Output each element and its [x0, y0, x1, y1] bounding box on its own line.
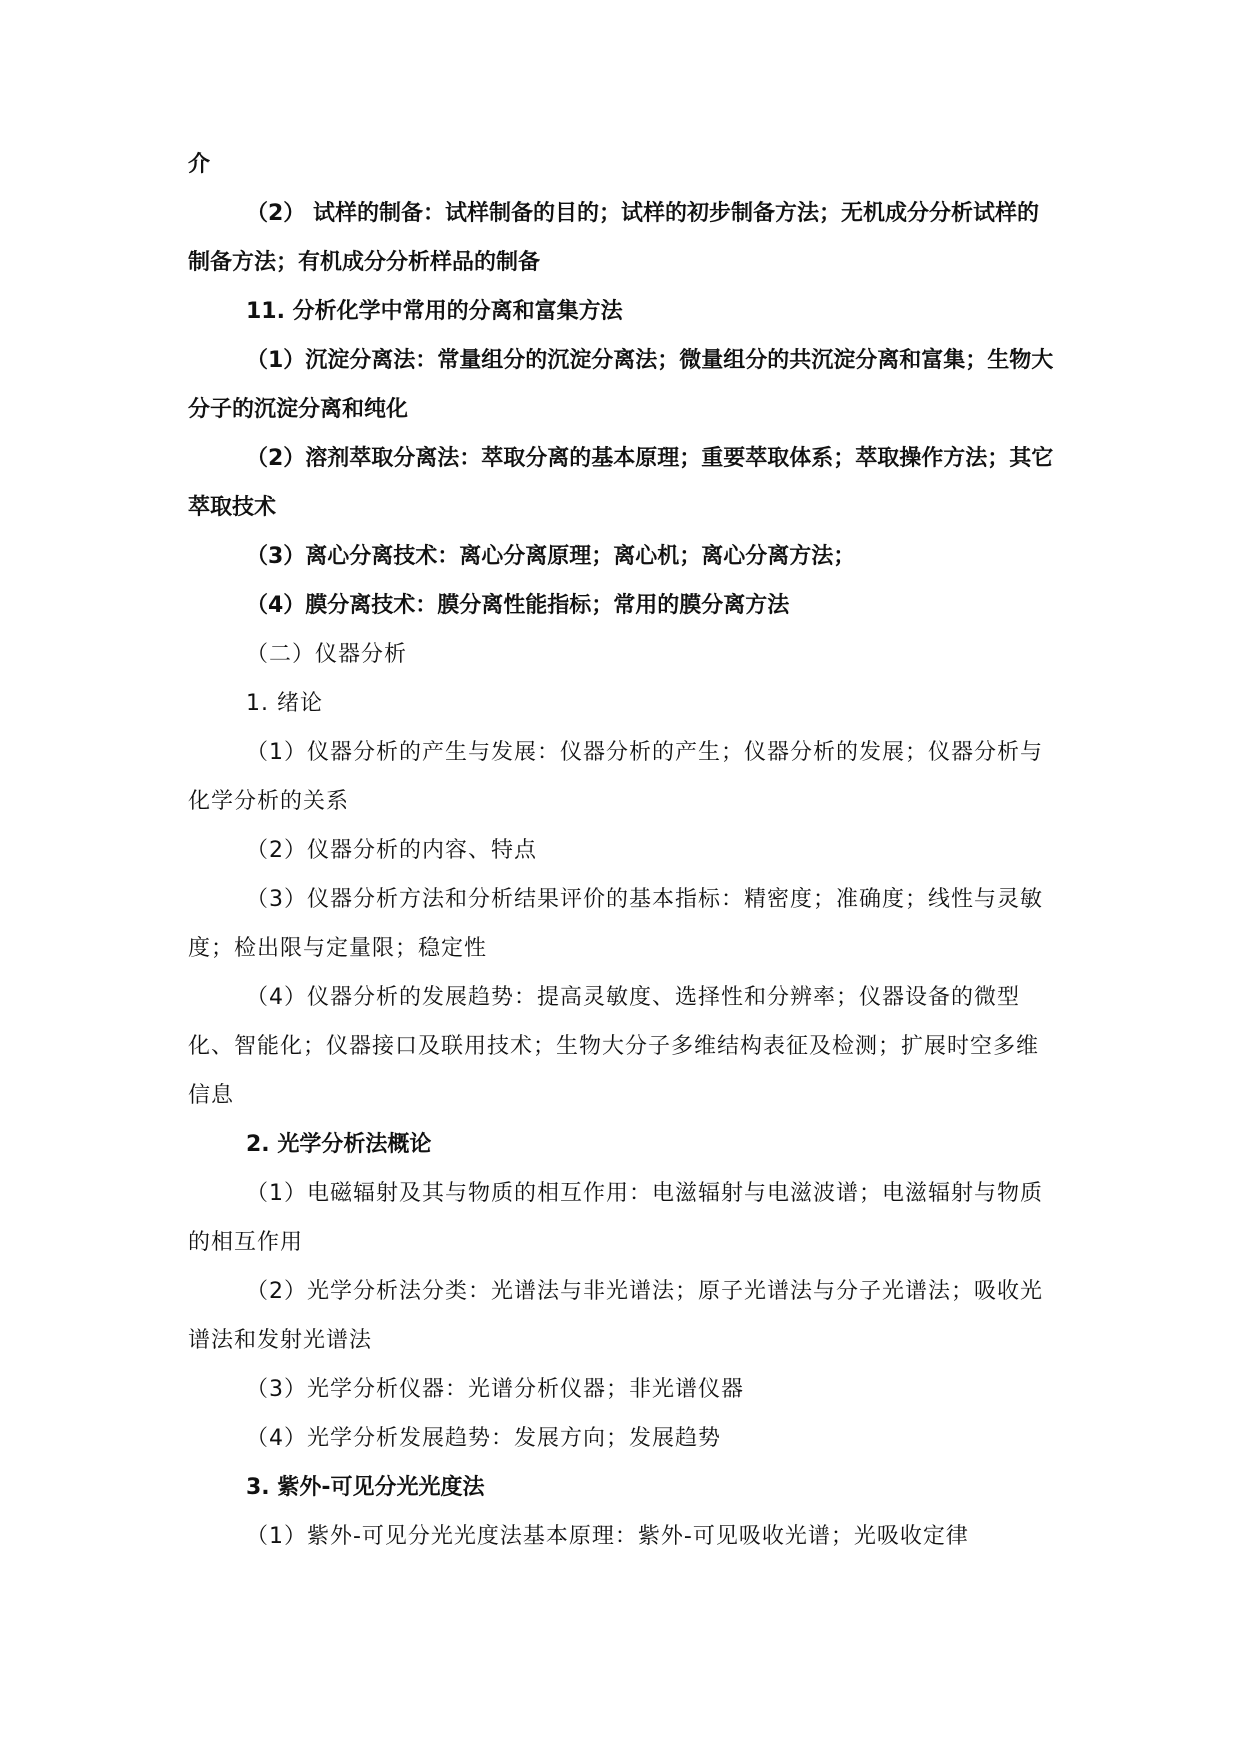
section-heading: 3. 紫外-可见分光光度法 [246, 1475, 485, 1500]
paragraph: （1）仪器分析的产生与发展：仪器分析的产生；仪器分析的发展；仪器分析与化学分析的关系 [188, 740, 1043, 814]
section-heading: 1. 绪论 [246, 691, 323, 716]
document-body [188, 140, 1058, 1561]
paragraph: （4）膜分离技术：膜分离性能指标；常用的膜分离方法 [246, 593, 790, 618]
section-heading: （二）仪器分析 [246, 642, 408, 667]
paragraph: （4）仪器分析的发展趋势：提高灵敏度、选择性和分辨率；仪器设备的微型化、智能化；仪器接口及联用技术；生物大分子多维结构表征及检测；扩展时空多维信息 [188, 985, 1040, 1108]
paragraph: （1）紫外-可见分光光度法基本原理：紫外-可见吸收光谱；光吸收定律 [246, 1524, 969, 1549]
section-heading: 2. 光学分析法概论 [246, 1132, 432, 1157]
paragraph: （2）仪器分析的内容、特点 [246, 838, 537, 863]
paragraph: （3）光学分析仪器：光谱分析仪器；非光谱仪器 [246, 1377, 744, 1402]
paragraph: （3）仪器分析方法和分析结果评价的基本指标：精密度；准确度；线性与灵敏度；检出限与定量限；稳定性 [188, 887, 1043, 961]
paragraph: （2）光学分析法分类：光谱法与非光谱法；原子光谱法与分子光谱法；吸收光谱法和发射光谱法 [188, 1279, 1043, 1353]
paragraph: （2）溶剂萃取分离法：萃取分离的基本原理；重要萃取体系；萃取操作方法；其它萃取技术 [188, 446, 1054, 520]
section-heading: 11. 分析化学中常用的分离和富集方法 [246, 299, 623, 324]
paragraph: （1）沉淀分离法：常量组分的沉淀分离法；微量组分的共沉淀分离和富集；生物大分子的沉淀分离和纯化 [188, 348, 1054, 422]
paragraph: （3）离心分离技术：离心分离原理；离心机；离心分离方法； [246, 544, 856, 569]
paragraph: （2） 试样的制备：试样制备的目的；试样的初步制备方法；无机成分分析试样的制备方法；有机成分分析样品的制备 [188, 201, 1039, 275]
paragraph: 介 [188, 152, 211, 177]
paragraph: （4）光学分析发展趋势：发展方向；发展趋势 [246, 1426, 721, 1451]
paragraph: （1）电磁辐射及其与物质的相互作用：电滋辐射与电滋波谱；电滋辐射与物质的相互作用 [188, 1181, 1043, 1255]
